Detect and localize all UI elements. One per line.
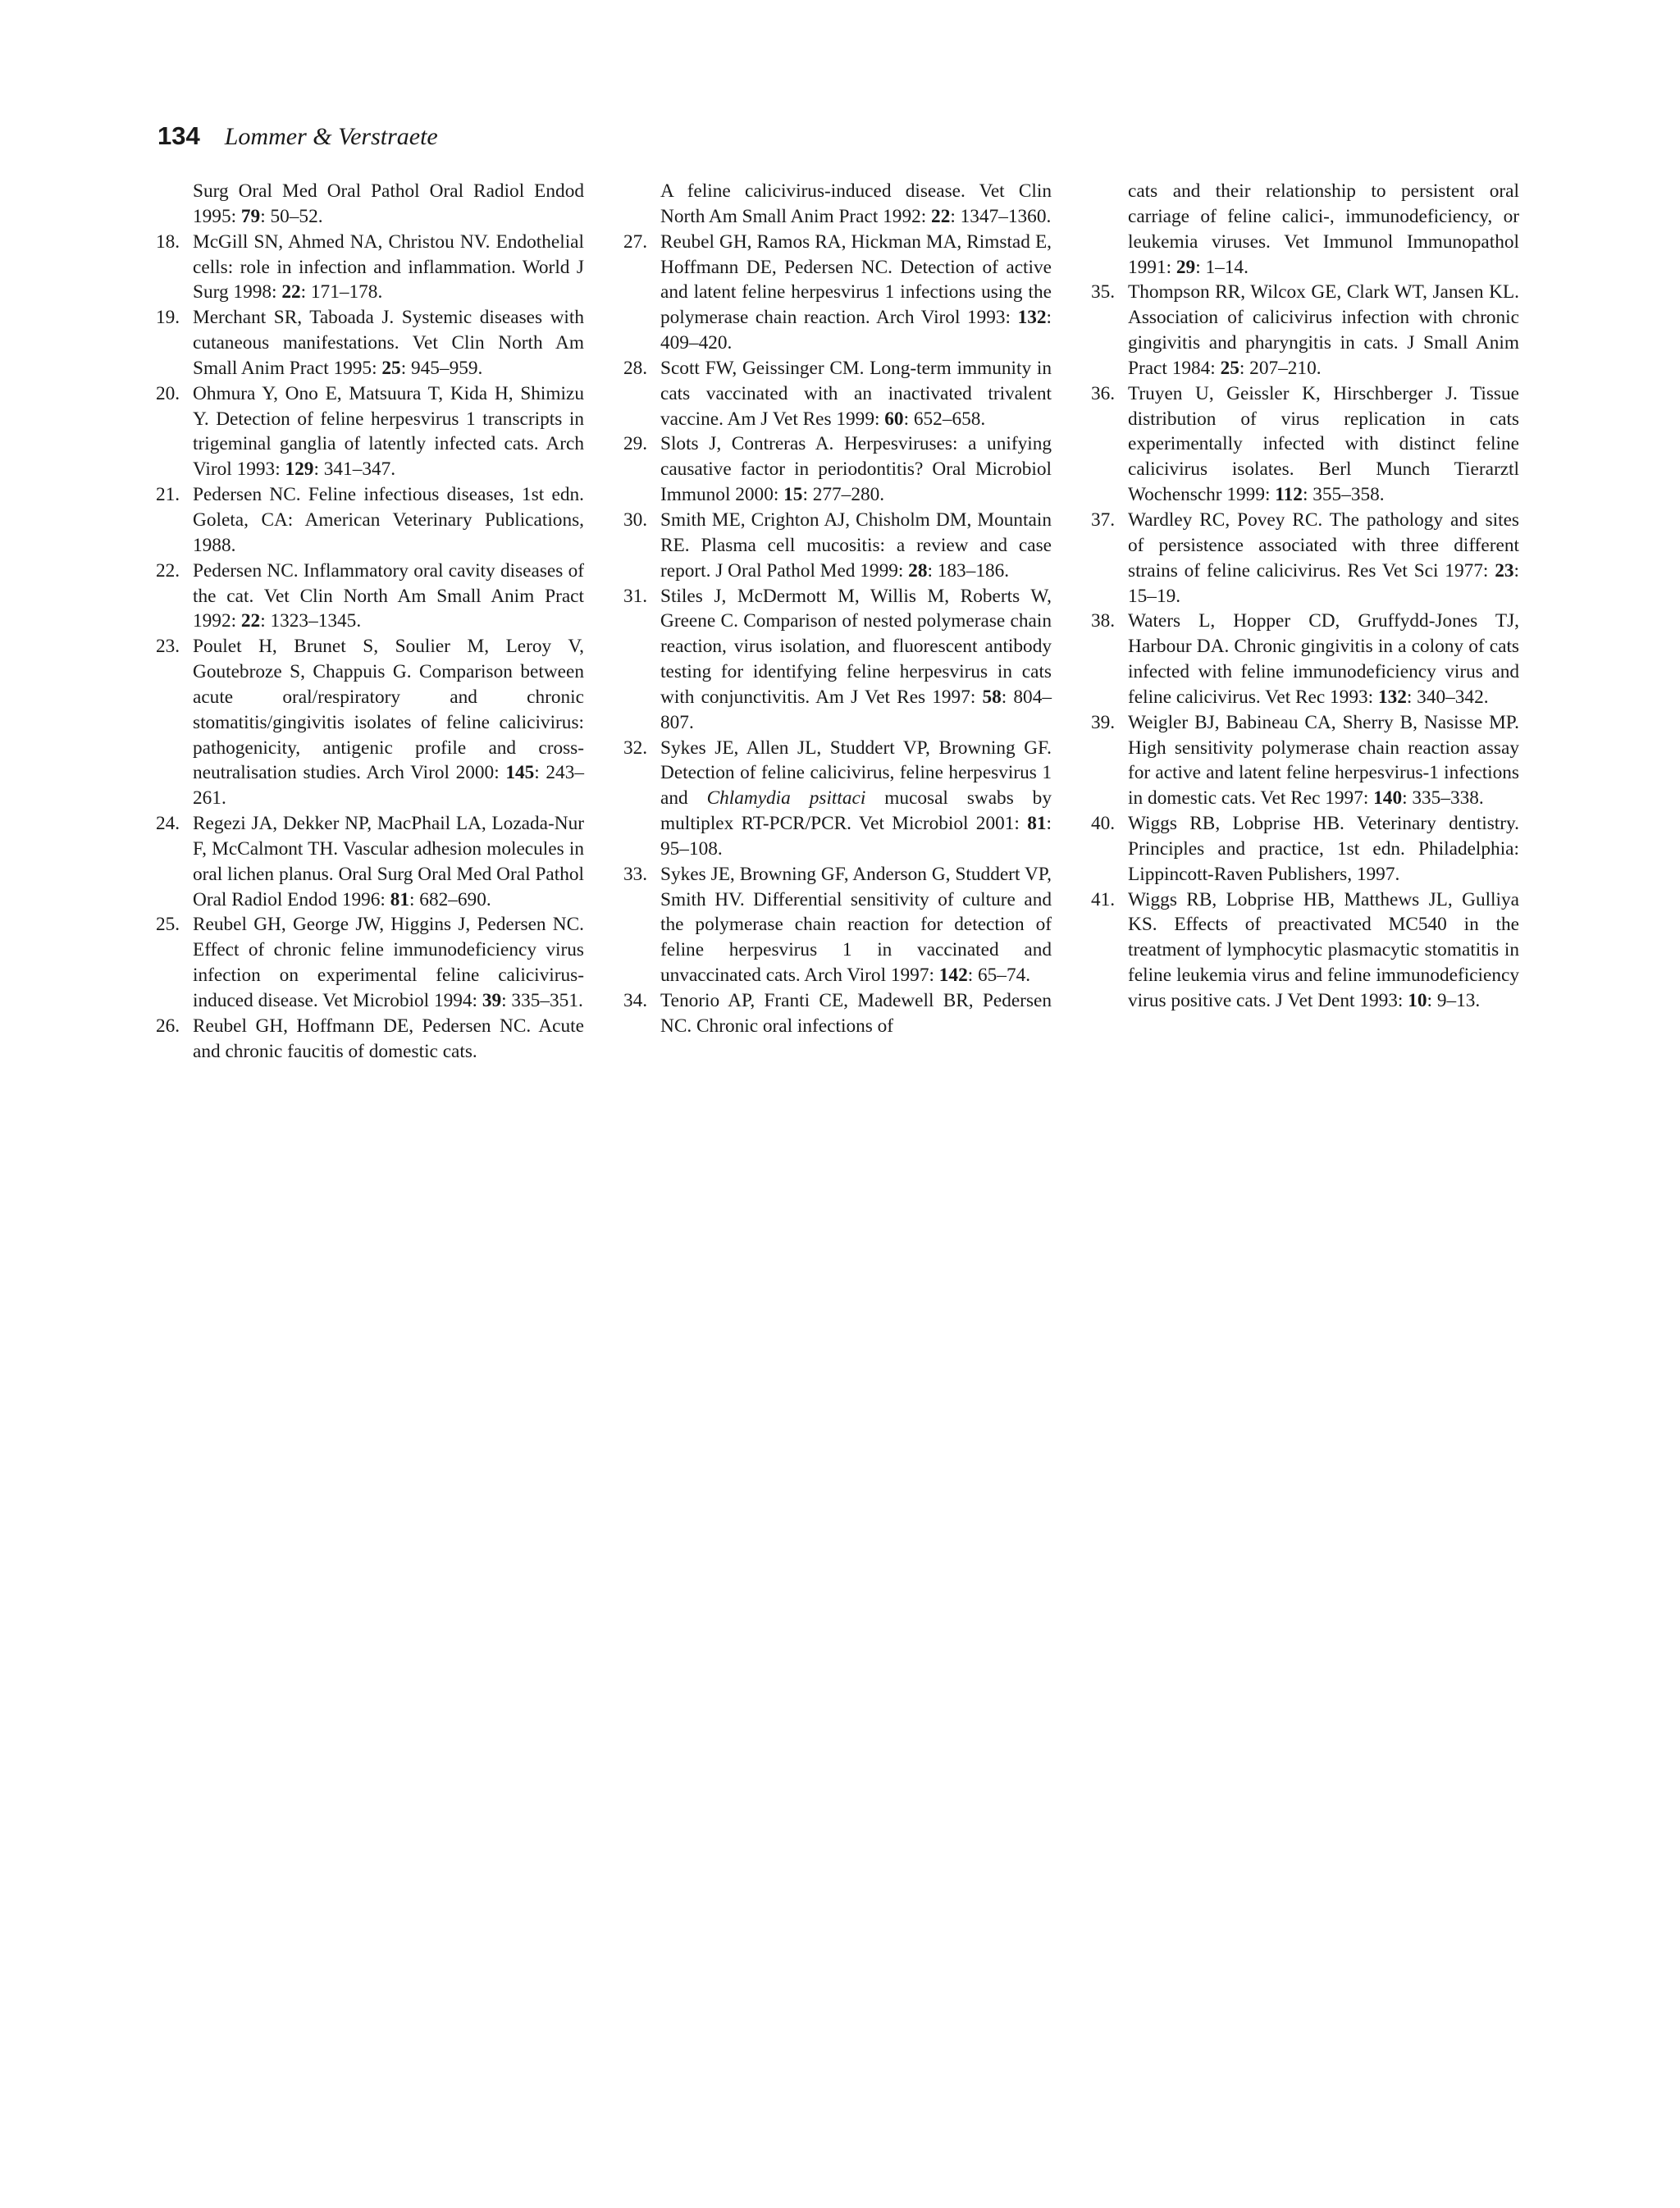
reference-text: : 50–52. xyxy=(260,205,323,227)
reference-text: Merchant SR, Taboada J. Systemic diseases with cutaneous manifestations. Vet Clin North Am Small Anim Pract 1995: xyxy=(193,307,584,379)
reference-entry xyxy=(623,431,1052,508)
reference-entry xyxy=(156,912,584,1013)
reference-number: 19. xyxy=(156,307,180,329)
reference-number: 23. xyxy=(156,636,180,658)
reference-text: Reubel GH, Ramos RA, Hickman MA, Rimstad E, Hoffmann DE, Pedersen NC. Detection of active and latent feline herpesvirus 1 infections using the polymerase chain reaction. Arch Virol 1993: xyxy=(660,230,1052,329)
reference-number: 27. xyxy=(623,230,648,253)
reference-text: : 277–280. xyxy=(802,484,885,506)
reference-number: 18. xyxy=(156,230,180,253)
reference-entry xyxy=(623,584,1052,736)
reference-text: McGill SN, Ahmed NA, Christou NV. Endothelial cells: role in infection and inflammation. World J Surg 1998: xyxy=(193,230,584,303)
reference-entry xyxy=(156,1014,584,1065)
page-number: 134 xyxy=(158,121,200,150)
reference-text: Sykes JE, Allen JL, Studdert VP, Browning GF. Detection of feline calicivirus, feline herpesvirus 1 and xyxy=(660,737,1052,810)
reference-number: 25. xyxy=(156,914,180,936)
reference-entry xyxy=(156,559,584,635)
reference-volume: 23 xyxy=(1495,559,1514,582)
reference-number: 38. xyxy=(1091,610,1116,632)
reference-text: Wiggs RB, Lobprise HB, Matthews JL, Gulliya KS. Effects of preactivated MC540 in the treatment of lymphocytic plasmacytic stomatitis in feline leukemia virus and feline immunodeficiency virus positive cats. J Vet Dent 1993: xyxy=(1128,888,1519,1011)
reference-text: Slots J, Contreras A. Herpesviruses: a unifying causative factor in periodontitis? Oral Microbiol Immunol 2000: xyxy=(660,433,1052,506)
reference-text: : 65–74. xyxy=(967,965,1031,987)
reference-entry xyxy=(156,482,584,559)
reference-volume: 145 xyxy=(505,762,535,784)
reference-entry xyxy=(1091,381,1519,508)
reference-entry xyxy=(623,230,1052,356)
reference-entry xyxy=(1091,710,1519,811)
reference-text: Ohmura Y, Ono E, Matsuura T, Kida H, Shimizu Y. Detection of feline herpesvirus 1 transcripts in trigeminal ganglia of latently infected cats. Arch Virol 1993: xyxy=(193,382,584,481)
reference-number: 36. xyxy=(1091,382,1116,404)
reference-volume: 25 xyxy=(1220,357,1239,379)
reference-volume: 132 xyxy=(1377,686,1407,708)
reference-volume: 29 xyxy=(1176,256,1196,278)
reference-text: Surg Oral Med Oral Pathol Oral Radiol Endod 1995: xyxy=(193,180,584,227)
reference-text: Wiggs RB, Lobprise HB. Veterinary dentistry. Principles and practice, 1st edn. Philadelphia: Lippincott-Raven Publishers, 1997. xyxy=(1128,813,1519,885)
reference-number: 21. xyxy=(156,484,180,506)
reference-entry xyxy=(1091,179,1519,280)
reference-volume: 112 xyxy=(1275,484,1303,506)
reference-text: Sykes JE, Browning GF, Anderson G, Studdert VP, Smith HV. Differential sensitivity of culture and the polymerase chain reaction for detection of feline herpesvirus 1 in vaccinated and unvaccinated cats. Arch Virol 1997: xyxy=(660,863,1052,987)
reference-number: 30. xyxy=(623,509,648,531)
reference-volume: 132 xyxy=(1017,307,1047,329)
reference-text: Weigler BJ, Babineau CA, Sherry B, Nasisse MP. High sensitivity polymerase chain reaction assay for active and latent feline herpesvirus-1 infections in domestic cats. Vet Rec 1997: xyxy=(1128,711,1519,810)
reference-column-1 xyxy=(156,179,584,1065)
reference-text: Smith ME, Crighton AJ, Chisholm DM, Mountain RE. Plasma cell mucositis: a review and case report. J Oral Pathol Med 1999: xyxy=(660,509,1052,582)
reference-number: 26. xyxy=(156,1015,180,1037)
reference-volume: 79 xyxy=(240,205,261,227)
reference-text: : 341–347. xyxy=(313,458,396,481)
reference-text: mucosal swabs by multiplex RT-PCR/PCR. Vet Microbiol 2001: xyxy=(660,787,1052,835)
reference-volume: 140 xyxy=(1373,787,1403,810)
reference-entry xyxy=(156,179,584,230)
reference-volume: 22 xyxy=(240,610,261,632)
reference-text: Stiles J, McDermott M, Willis M, Roberts W, Greene C. Comparison of nested polymerase chain reaction, virus isolation, and fluorescent antibody testing for identifying feline herpesvirus in cats with conjunctivitis. Am J Vet Res 1997: xyxy=(660,585,1052,708)
reference-text: Regezi JA, Dekker NP, MacPhail LA, Lozada-Nur F, McCalmont TH. Vascular adhesion molecules in oral lichen planus. Oral Surg Oral Med Oral Pathol Oral Radiol Endod 1996: xyxy=(193,813,584,910)
reference-number: 39. xyxy=(1091,711,1116,733)
reference-text: Poulet H, Brunet S, Soulier M, Leroy V, Goutebroze S, Chappuis G. Comparison between acute oral/respiratory and chronic stomatitis/gingivitis isolates of feline calicivirus: pathogenicity, antigenic profile and cross-neutralisation studies. Arch Virol 2000: xyxy=(193,636,584,784)
reference-text: : 207–210. xyxy=(1239,357,1322,379)
reference-number: 35. xyxy=(1091,281,1116,303)
reference-number: 41. xyxy=(1091,888,1116,910)
reference-number: 20. xyxy=(156,382,180,404)
reference-text: : 335–351. xyxy=(501,990,583,1011)
reference-entry xyxy=(156,305,584,381)
reference-number: 33. xyxy=(623,863,648,885)
reference-volume: 60 xyxy=(884,408,904,430)
reference-italic-text: Chlamydia psittaci xyxy=(706,787,866,810)
reference-text: Tenorio AP, Franti CE, Madewell BR, Pedersen NC. Chronic oral infections of xyxy=(660,990,1052,1037)
running-head: Lommer & Verstraete xyxy=(224,123,438,150)
reference-number: 32. xyxy=(623,737,648,759)
reference-entry xyxy=(156,811,584,912)
reference-text: : 1323–1345. xyxy=(260,610,362,632)
reference-text: Reubel GH, George JW, Higgins J, Pedersen NC. Effect of chronic feline immunodeficiency virus infection on experimental feline calicivirus-induced disease. Vet Microbiol 1994: xyxy=(193,914,584,1011)
reference-entry xyxy=(623,736,1052,862)
reference-volume: 58 xyxy=(982,686,1002,708)
reference-volume: 10 xyxy=(1408,990,1427,1011)
reference-text: : 409–420. xyxy=(660,307,1052,354)
reference-text: Scott FW, Geissinger CM. Long-term immunity in cats vaccinated with an inactivated trivalent vaccine. Am J Vet Res 1999: xyxy=(660,357,1052,430)
reference-number: 34. xyxy=(623,990,648,1011)
reference-volume: 129 xyxy=(285,458,314,481)
reference-number: 40. xyxy=(1091,813,1116,835)
reference-text: : 335–338. xyxy=(1402,787,1484,810)
reference-text: : 682–690. xyxy=(409,888,491,910)
reference-volume: 22 xyxy=(281,281,301,303)
reference-volume: 15 xyxy=(783,484,803,506)
reference-text: Waters L, Hopper CD, Gruffydd-Jones TJ, Harbour DA. Chronic gingivitis in a colony of cats infected with feline immunodeficiency virus and feline calicivirus. Vet Rec 1993: xyxy=(1128,610,1519,708)
reference-text: : 1–14. xyxy=(1195,256,1249,278)
reference-number: 24. xyxy=(156,813,180,835)
reference-text: : 355–358. xyxy=(1302,484,1385,506)
reference-text: Thompson RR, Wilcox GE, Clark WT, Jansen KL. Association of calicivirus infection with chronic gingivitis and pharyngitis in cats. J Small Anim Pract 1984: xyxy=(1128,281,1519,379)
reference-volume: 142 xyxy=(938,965,968,987)
reference-text: : 340–342. xyxy=(1406,686,1489,708)
reference-text: : 95–108. xyxy=(660,813,1052,860)
reference-number: 31. xyxy=(623,585,648,607)
reference-text: : 15–19. xyxy=(1128,559,1519,607)
reference-volume: 22 xyxy=(931,205,951,227)
reference-entry xyxy=(623,356,1052,432)
reference-text: : 652–658. xyxy=(903,408,986,430)
reference-entry xyxy=(1091,609,1519,709)
reference-entry xyxy=(623,179,1052,230)
reference-number: 29. xyxy=(623,433,648,455)
reference-volume: 81 xyxy=(1027,813,1047,835)
reference-text: : 945–959. xyxy=(400,357,483,379)
reference-text: Pedersen NC. Inflammatory oral cavity diseases of the cat. Vet Clin North Am Small Anim Pract 1992: xyxy=(193,559,584,632)
reference-entry xyxy=(1091,508,1519,609)
reference-text: : 183–186. xyxy=(927,559,1010,582)
reference-text: Truyen U, Geissler K, Hirschberger J. Tissue distribution of virus replication in cats experimentally infected with distinct feline calicivirus isolates. Berl Munch Tierarztl Wochenschr 1999: xyxy=(1128,382,1519,506)
reference-volume: 39 xyxy=(482,990,502,1011)
reference-entry xyxy=(623,988,1052,1039)
reference-text: : 171–178. xyxy=(300,281,383,303)
reference-entry xyxy=(156,230,584,306)
reference-text: A feline calicivirus-induced disease. Vet Clin North Am Small Anim Pract 1992: xyxy=(660,180,1052,227)
reference-entry xyxy=(1091,811,1519,887)
reference-volume: 28 xyxy=(908,559,928,582)
reference-volume: 25 xyxy=(381,357,401,379)
reference-text: : 243–261. xyxy=(193,762,585,810)
reference-entry xyxy=(623,508,1052,584)
reference-entry xyxy=(1091,887,1519,1014)
page-header xyxy=(158,121,438,151)
reference-text: : 9–13. xyxy=(1427,990,1481,1011)
reference-number: 22. xyxy=(156,559,180,582)
reference-entry xyxy=(156,634,584,811)
reference-text: cats and their relationship to persistent oral carriage of feline calici-, immunodeficiency, or leukemia viruses. Vet Immunol Immunopathol 1991: xyxy=(1128,180,1519,278)
reference-number: 28. xyxy=(623,357,648,379)
reference-text: Wardley RC, Povey RC. The pathology and sites of persistence associated with three different strains of feline calicivirus. Res Vet Sci 1977: xyxy=(1128,509,1519,582)
reference-text: : 1347–1360. xyxy=(950,205,1052,227)
reference-entry xyxy=(156,381,584,482)
reference-column-3 xyxy=(1091,179,1519,1014)
reference-volume: 81 xyxy=(390,888,410,910)
reference-column-2 xyxy=(623,179,1052,1039)
reference-number: 37. xyxy=(1091,509,1116,531)
reference-text: Reubel GH, Hoffmann DE, Pedersen NC. Acute and chronic faucitis of domestic cats. xyxy=(193,1015,584,1062)
reference-entry xyxy=(623,862,1052,988)
reference-entry xyxy=(1091,280,1519,381)
reference-text: Pedersen NC. Feline infectious diseases, 1st edn. Goleta, CA: American Veterinary Publications, 1988. xyxy=(193,484,584,556)
reference-text: : 804–807. xyxy=(660,686,1052,733)
